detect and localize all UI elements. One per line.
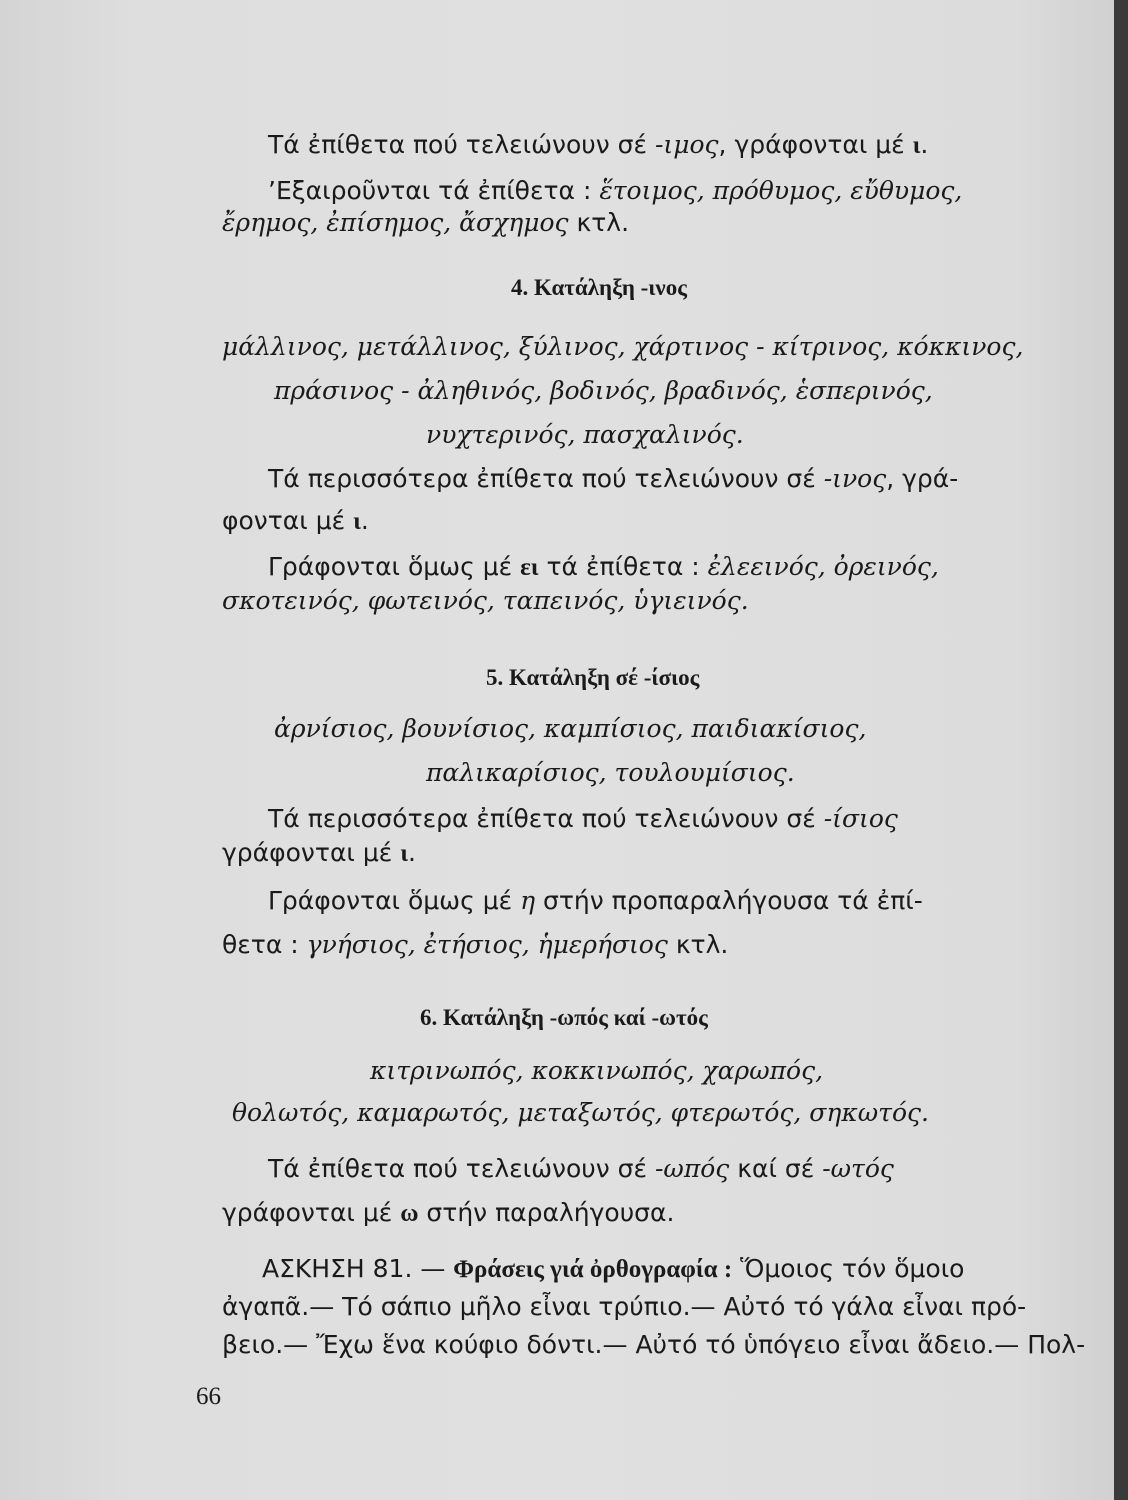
text-run: -ωπός: [654, 1154, 730, 1183]
text-line: [0, 884, 1128, 918]
text-line: [0, 1054, 1128, 1088]
text-run: θολωτός, καμαρωτός, μεταξωτός, φτερωτός, σηκωτός.: [232, 1098, 929, 1127]
text-line: [0, 128, 1128, 163]
text-run: ἔρημος, ἐπίσημος, ἄσχημος: [222, 208, 569, 237]
text-run: -ινος: [823, 464, 887, 493]
text-run: Ὅμοιος τόν ὅμοιο: [732, 1254, 965, 1283]
text-run: , γρά-: [886, 464, 959, 493]
text-line: [0, 1000, 1128, 1035]
text-line: [0, 928, 1128, 962]
text-run: 5. Κατάληξη σέ -ίσιος: [486, 665, 700, 690]
text-line: [0, 418, 1128, 452]
text-run: Φράσεις γιά ὀρθογραφία :: [453, 1256, 733, 1283]
text-line: [0, 756, 1128, 790]
text-run: , γράφονται μέ: [718, 130, 913, 159]
text-line: [0, 712, 1128, 746]
text-run: .: [407, 838, 416, 867]
text-run: ἕτοιμος, πρόθυμος, εὔθυμος,: [599, 176, 963, 205]
text-run: ἀρνίσιος, βουνίσιος, καμπίσιος, παιδιακίσιος,: [274, 714, 867, 743]
text-line: [0, 206, 1128, 240]
text-run: η: [520, 886, 536, 915]
text-line: [0, 174, 1128, 208]
text-run: γνήσιος, ἐτήσιος, ἡμερήσιος: [306, 930, 668, 959]
text-run: παλικαρίσιος, τουλουμίσιος.: [426, 758, 795, 787]
text-line: [0, 462, 1128, 496]
text-run: γράφονται μέ: [222, 838, 401, 867]
text-run: ι: [400, 840, 408, 867]
text-run: .: [360, 506, 369, 535]
text-line: [0, 1252, 1128, 1287]
text-run: ΑΣΚΗΣΗ 81. —: [262, 1254, 454, 1283]
text-run: φονται μέ: [222, 506, 354, 535]
text-run: -ίσιος: [823, 804, 898, 833]
text-run: σκοτεινός, φωτεινός, ταπεινός, ὑγιεινός.: [222, 586, 749, 615]
text-run: Τά ἐπίθετα πού τελειώνουν σέ: [268, 130, 655, 159]
text-run: -ιμος: [654, 130, 719, 159]
text-run: ἐλεεινός, ὀρεινός,: [707, 552, 939, 581]
text-run: Τά ἐπίθετα πού τελειώνουν σέ: [268, 1154, 655, 1183]
text-line: [0, 550, 1128, 585]
text-run: πράσινος - ἀληθινός, βοδινός, βραδινός, ἑσπερινός,: [274, 376, 933, 405]
text-line: [0, 1152, 1128, 1186]
text-run: κιτρινωπός, κοκκινωπός, χαρωπός,: [370, 1056, 824, 1085]
text-line: [0, 584, 1128, 618]
text-line: [0, 504, 1128, 539]
text-run: .: [920, 130, 929, 159]
text-line: [0, 802, 1128, 836]
text-run: -ωτός: [822, 1154, 894, 1183]
text-run: ἀγαπᾶ.— Τό σάπιο μῆλο εἶναι τρύπιο.— Αὐτό τό γάλα εἶναι πρό-: [222, 1292, 1027, 1321]
text-run: 6. Κατάληξη -ωπός καί -ωτός: [420, 1005, 708, 1030]
text-run: Τά περισσότερα ἐπίθετα πού τελειώνουν σέ: [268, 804, 824, 833]
text-run: στήν προπαραλήγουσα τά ἐπί-: [535, 886, 923, 915]
text-line: [0, 330, 1128, 364]
text-run: καί σέ: [729, 1154, 823, 1183]
page-number: 66: [196, 1383, 221, 1410]
text-run: βειο.— Ἔχω ἕνα κούφιο δόντι.— Αὐτό τό ὑπόγειο εἶναι ἄδειο.— Πολ-: [222, 1330, 1086, 1359]
text-run: ’Εξαιροῦνται τά ἐπίθετα :: [268, 176, 600, 205]
text-line: [0, 374, 1128, 408]
text-run: ι: [912, 132, 921, 159]
text-run: μάλλινος, μετάλλινος, ξύλινος, χάρτινος - κίτρινος, κόκκινος,: [222, 332, 1024, 361]
text-run: Τά περισσότερα ἐπίθετα πού τελειώνουν σέ: [268, 464, 824, 493]
text-run: θετα :: [222, 930, 307, 959]
text-run: τά ἐπίθετα :: [538, 552, 708, 581]
text-run: γράφονται μέ: [222, 1198, 401, 1227]
text-run: ει: [520, 554, 539, 581]
text-line: [0, 836, 1128, 871]
text-line: [0, 270, 1128, 305]
text-run: κτλ.: [568, 208, 630, 237]
text-line: [0, 1290, 1128, 1324]
text-run: ι: [353, 508, 361, 535]
text-run: στήν παραλήγουσα.: [418, 1198, 675, 1227]
text-run: 4. Κατάληξη -ινος: [511, 275, 687, 300]
text-run: ω: [400, 1200, 419, 1227]
text-run: Γράφονται ὅμως μέ: [268, 552, 521, 581]
text-run: Γράφονται ὅμως μέ: [268, 886, 521, 915]
text-line: [0, 1196, 1128, 1231]
text-run: κτλ.: [667, 930, 729, 959]
text-line: [0, 660, 1128, 695]
text-line: [0, 1096, 1128, 1130]
text-line: [0, 1328, 1128, 1362]
text-run: νυχτερινός, πασχαλινός.: [426, 420, 744, 449]
